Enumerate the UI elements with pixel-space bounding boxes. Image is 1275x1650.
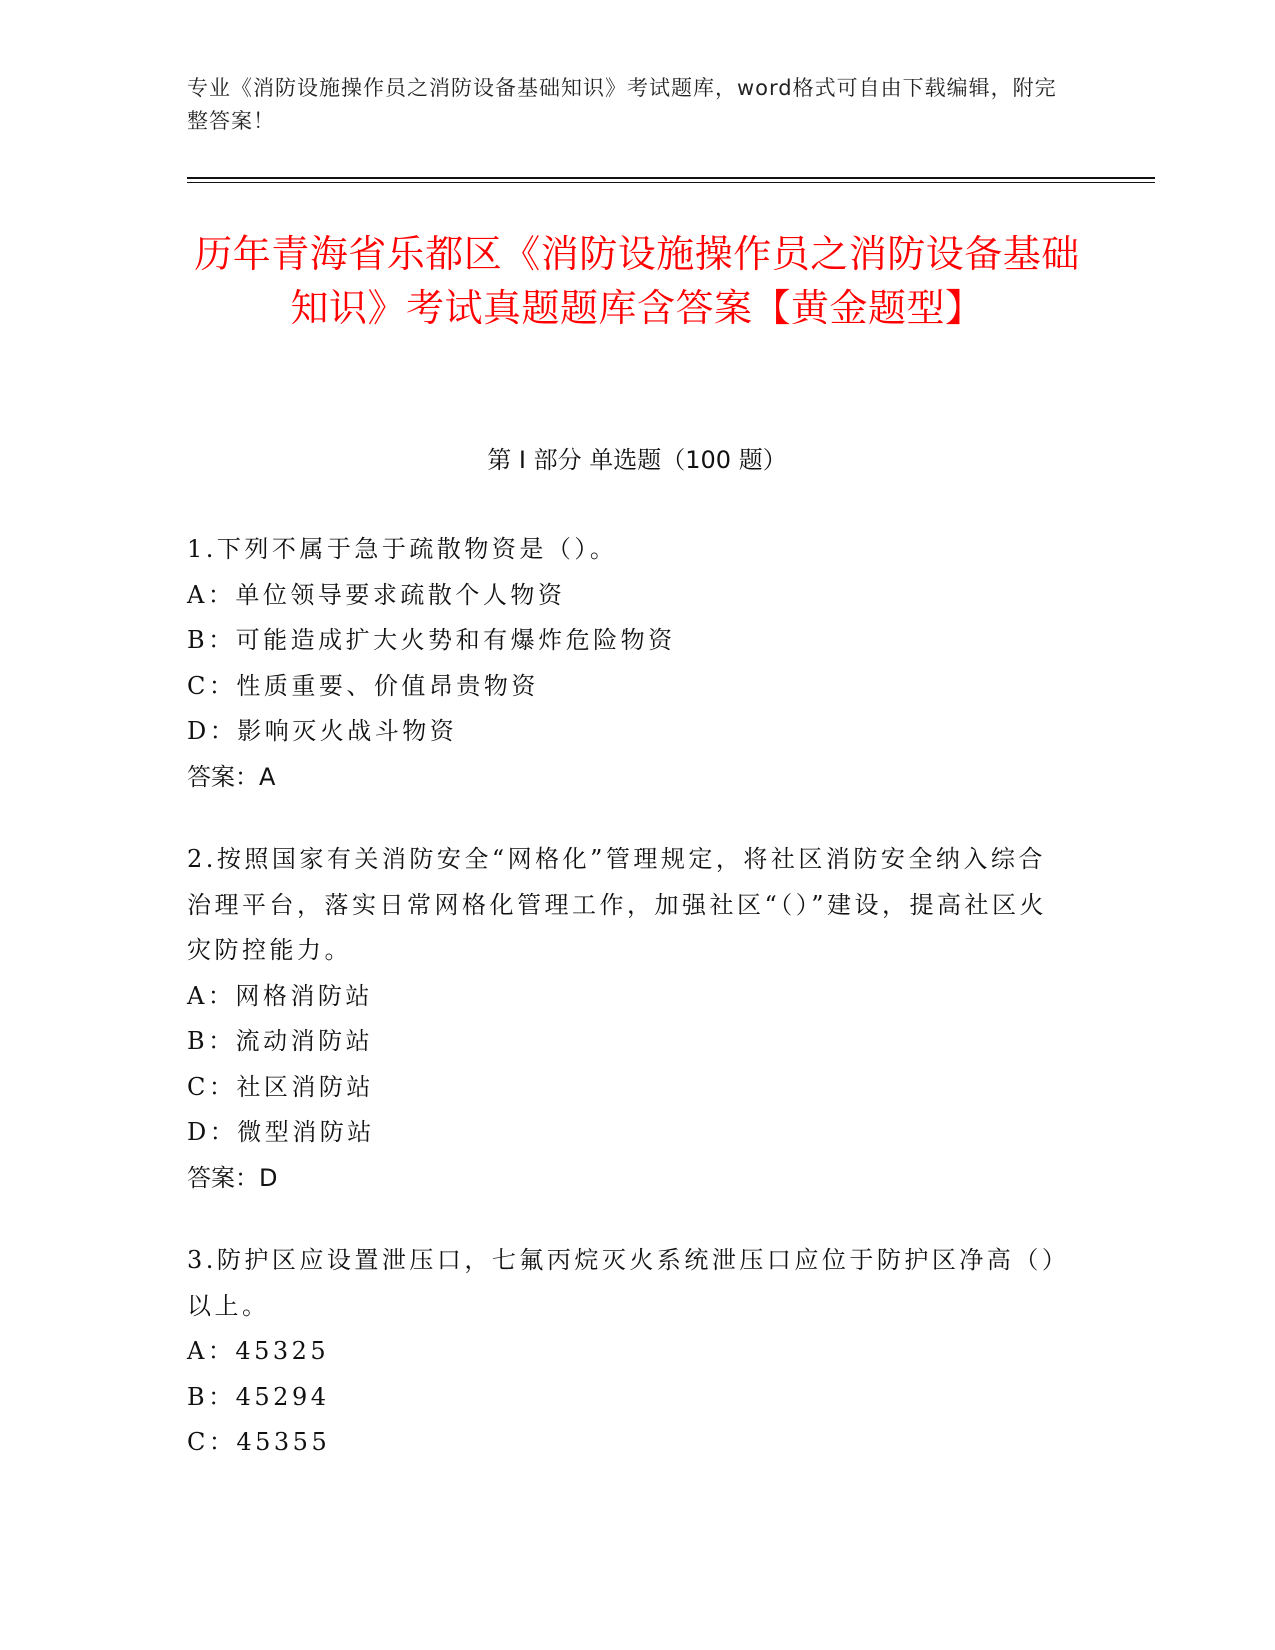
option-c: C：社区消防站 (187, 1072, 374, 1101)
answer-line: 答案：D (187, 1163, 278, 1192)
question-stem: 2.按照国家有关消防安全“网格化”管理规定，将社区消防安全纳入综合治理平台，落实日常网格化管理工作，加强社区“（）”建设，提高社区火灾防控能力。 (187, 845, 1048, 964)
header-note: 专业《消防设施操作员之消防设备基础知识》考试题库，word格式可自由下载编辑，附完整答案！ (187, 76, 1057, 133)
header-rule-thin (187, 182, 1155, 183)
question-3 (187, 1238, 1067, 1466)
document-title: 历年青海省乐都区《消防设施操作员之消防设备基础知识》考试真题题库含答案【黄金题型】 (194, 232, 1080, 330)
answer-line: 答案：A (187, 762, 276, 791)
question-2 (187, 837, 1067, 1201)
option-d: D：微型消防站 (187, 1118, 375, 1146)
question-stem: 1.下列不属于急于疏散物资是（）。 (187, 535, 618, 563)
question-1 (187, 527, 1067, 800)
option-b: B：可能造成扩大火势和有爆炸危险物资 (187, 626, 676, 654)
option-a: A：网格消防站 (187, 981, 373, 1010)
option-b: B：流动消防站 (187, 1027, 374, 1055)
question-stem: 3.防护区应设置泄压口，七氟丙烷灭火系统泄压口应位于防护区净高（）以上。 (187, 1246, 1058, 1320)
option-c: C：45355 (187, 1428, 331, 1456)
question-list (187, 527, 1067, 1503)
option-a: A：45325 (187, 1337, 330, 1365)
option-b: B：45294 (187, 1382, 330, 1411)
option-c: C：性质重要、价值昂贵物资 (187, 671, 539, 700)
section-heading: 第 I 部分 单选题（100 题） (487, 446, 787, 474)
option-a: A：单位领导要求疏散个人物资 (187, 580, 566, 609)
option-d: D：影响灭火战斗物资 (187, 717, 458, 745)
header-rule-thick (187, 177, 1155, 179)
